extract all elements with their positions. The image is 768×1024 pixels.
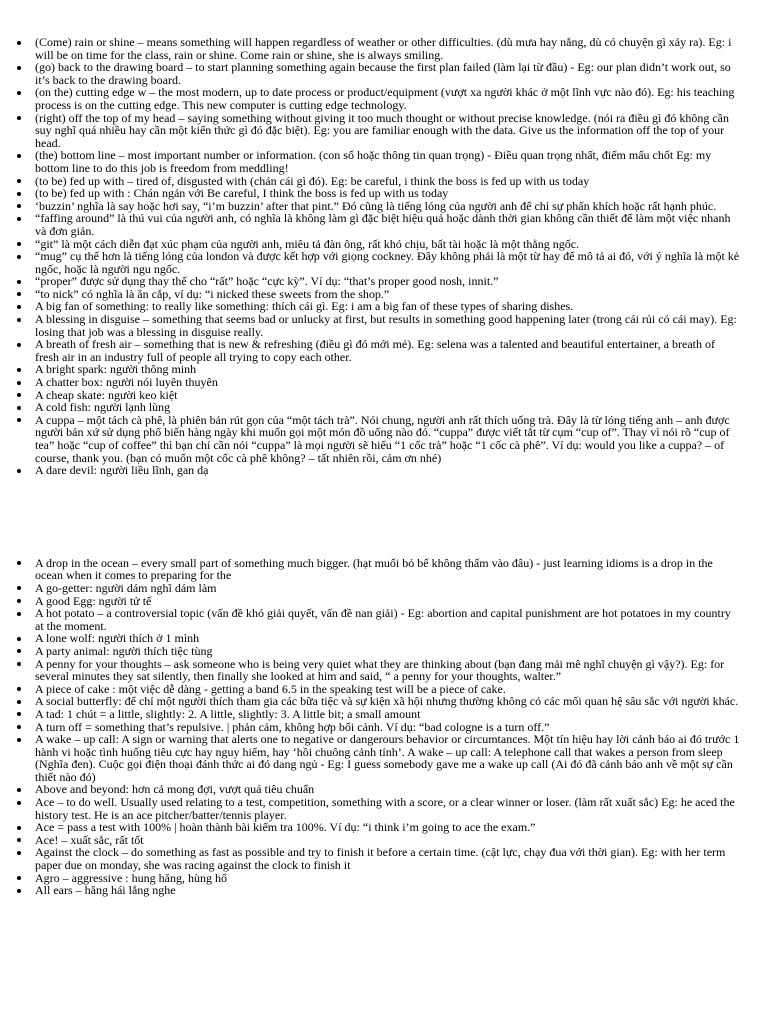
- list-item: A big fan of something: to really like something: thích cái gì. Eg: i am a big fan of these types of sharing dishes.: [35, 300, 740, 313]
- list-item: “faffing around” là thú vui của người anh, có nghĩa là không làm gì đặc biệt hiệu quả hoặc dành thời gian không cần thiết để làm một việc nhanh và đơn giản.: [35, 212, 740, 237]
- list-item: ‘buzzin’ nghĩa là say hoặc hơi say, “i’m buzzin’ after that pint.” Đó cũng là tiếng lóng của người anh để chỉ sự phấn khích hoặc rất hạnh phúc.: [35, 200, 740, 213]
- list-item: A hot potato – a controversial topic (vấn đề khó giải quyết, vấn đề nan giải) - Eg: abortion and capital punishment are hot potatoes in my country at the moment.: [35, 607, 740, 632]
- list-item: A bright spark: người thông minh: [35, 363, 740, 376]
- list-item: (Come) rain or shine – means something will happen regardless of weather or other difficulties. (dù mưa hay nắng, dù có chuyện gì xảy ra). Eg: i will be on time for the class, rain or shine. Come rain or shine, she is always smiling.: [35, 36, 740, 61]
- list-item: A tad: 1 chút = a little, slightly: 2. A little, slightly: 3. A little bit; a small amount: [35, 708, 740, 721]
- list-item: Agro – aggressive : hung hăng, hùng hổ: [35, 872, 740, 885]
- list-item: (to be) fed up with : Chán ngán với Be careful, I think the boss is fed up with us today: [35, 187, 740, 200]
- list-item: A go-getter: người dám nghĩ dám làm: [35, 582, 740, 595]
- list-item: A dare devil: người liều lĩnh, gan dạ: [35, 464, 740, 477]
- list-item: Against the clock – do something as fast as possible and try to finish it before a certain time. (cật lực, chạy đua với thời gian). Eg: with her term paper due on monday, she was racing against the clock to finish it: [35, 846, 740, 871]
- list-item: A breath of fresh air – something that is new & refreshing (điều gì đó mới mẻ). Eg: selena was a talented and beautiful entertainer, a breath of fresh air in an industry full of people all trying to copy each other.: [35, 338, 740, 363]
- list-item: (go) back to the drawing board – to start planning something again because the first plan failed (làm lại từ đầu) - Eg: our plan didn’t work out, so it’s back to the drawing board.: [35, 61, 740, 86]
- list-item: Ace – to do well. Usually used relating to a test, competition, something with a score, or a clear winner or loser. (làm rất xuất sắc) Eg: he aced the history test. He is an ace pitcher/batter/tennis player.: [35, 796, 740, 821]
- list-item: A party animal: người thích tiệc tùng: [35, 645, 740, 658]
- list-item: A good Egg: người tử tế: [35, 595, 740, 608]
- list-item: A lone wolf: người thích ở 1 mình: [35, 632, 740, 645]
- list-item: Above and beyond: hơn cả mong đợi, vượt quá tiêu chuẩn: [35, 783, 740, 796]
- idiom-list-first: [0, 36, 740, 477]
- list-item: (right) off the top of my head – saying something without giving it too much thought or without precise knowledge. (nói ra điều gì đó không cần suy nghĩ quá nhiều hay cần một kiến thức gì đó đặc biệt). Eg: you are familiar enough with the data. Give us the information off the top of your head.: [35, 112, 740, 150]
- list-item: “git” là một cách diễn đạt xúc phạm của người anh, miêu tả đàn ông, rất khó chịu, bất tài hoặc là một thằng ngốc.: [35, 238, 740, 251]
- idiom-list-second: [0, 557, 740, 897]
- list-item: A wake – up call: A sign or warning that alerts one to negative or dangerours behavior or circumtances. Một tín hiệu hay lời cảnh báo ai đó trước 1 hành vi hoặc tình huống tiêu cực hay nguy hiểm, hay ‘hồi chuông cảnh tỉnh’. A wake – up call: A telephone call that wakes a person from sleep (Nghĩa đen). Cuộc gọi điện thoại đánh thức ai đó dang ngủ - Eg: I guess somebody gave me a wake up call (Ai đó đã cảnh báo anh về một sự cần thiết nào đó): [35, 732, 740, 784]
- list-item: Ace! – xuất sắc, rất tốt: [35, 834, 740, 847]
- list-item: A cuppa – một tách cà phê, là phiên bản rút gọn của “một tách trà”. Nói chung, người anh rất thích uống trà. Đây là từ lóng tiếng anh – anh được người bản xứ sử dụng phổ biến hàng ngày khi muốn gọi một món đồ uống nào đó. “cuppa” được viết tắt từ cụm “cup of”. Thay vì nói rõ “cup of tea” hoặc “cup of coffee” thì bạn chỉ cần nói “cuppa” là mọi người sẽ hiểu “1 cốc trà” hoặc “1 cốc cà phê”. Ví dụ: would you like a cuppa? – of course, thank you. (bạn có muốn một cốc cà phê không? – tất nhiên rồi, cảm ơn nhé): [35, 414, 740, 464]
- list-item: A chatter box: người nói luyên thuyên: [35, 376, 740, 389]
- list-item: A cheap skate: người keo kiệt: [35, 389, 740, 402]
- list-item: A cold fish: người lạnh lùng: [35, 401, 740, 414]
- list-item: “mug” cụ thể hơn là tiếng lóng của london và được kết hợp với giọng cockney. Đây không phải là một từ hay để mô tả ai đó, với ý nghĩa là một kẻ ngốc, hoặc là người ngu ngốc.: [35, 249, 740, 276]
- list-item: A penny for your thoughts – ask someone who is being very quiet what they are thinking about (bạn đang mải mê nghĩ chuyện gì vậy?). Eg: for several minutes they sat silently, then finally she looked at him and said, “ a penny for your thoughts, walter.”: [35, 658, 740, 683]
- list-item: All ears – hăng hái lắng nghe: [35, 884, 740, 897]
- list-item: (on the) cutting edge w – the most modern, up to date process or product/equipment (vượt xa người khác ở một lĩnh vực nào đó). Eg: his teaching process is on the cutting edge. This new computer is cutting edge technology.: [35, 86, 740, 111]
- list-item: “to nick” có nghĩa là ăn cắp, ví dụ: “i nicked these sweets from the shop.”: [35, 288, 740, 301]
- list-item: (to be) fed up with – tired of, disgusted with (chán cái gì đó). Eg: be careful, i think the boss is fed up with us today: [35, 175, 740, 188]
- list-item: (the) bottom line – most important number or information. (con số hoặc thông tin quan trọng) - Điều quan trọng nhất, điểm mấu chốt Eg: my bottom line to do this job is freedom from meddling!: [35, 149, 740, 174]
- list-item: A drop in the ocean – every small part of something much bigger. (hạt muối bỏ bể không thấm vào đâu) - just learning idioms is a drop in the ocean when it comes to preparing for the: [35, 557, 740, 582]
- list-item: “proper” được sử dụng thay thế cho “rất” hoặc “cực kỳ”. Ví dụ: “that’s proper good nosh, innit.”: [35, 275, 740, 288]
- list-item: A turn off = something that’s repulsive. | phản cảm, không hợp bối cảnh. Ví dụ: “bad cologne is a turn off.”: [35, 721, 740, 734]
- list-item: Ace = pass a test with 100% | hoàn thành bài kiểm tra 100%. Ví dụ: “i think i’m going to ace the exam.”: [35, 821, 740, 834]
- list-item: A blessing in disguise – something that seems bad or unlucky at first, but results in something good happening later (trong cái rủi có cái may). Eg: losing that job was a blessing in disguise really.: [35, 313, 740, 338]
- list-item: A social butterfly: để chỉ một người thích tham gia các bữa tiệc và sự kiện xã hội nhưng thường không có các mối quan hệ sâu sắc với người khác.: [35, 694, 739, 709]
- list-item: A piece of cake : một việc dễ dàng - getting a band 6.5 in the speaking test will be a piece of cake.: [35, 683, 740, 696]
